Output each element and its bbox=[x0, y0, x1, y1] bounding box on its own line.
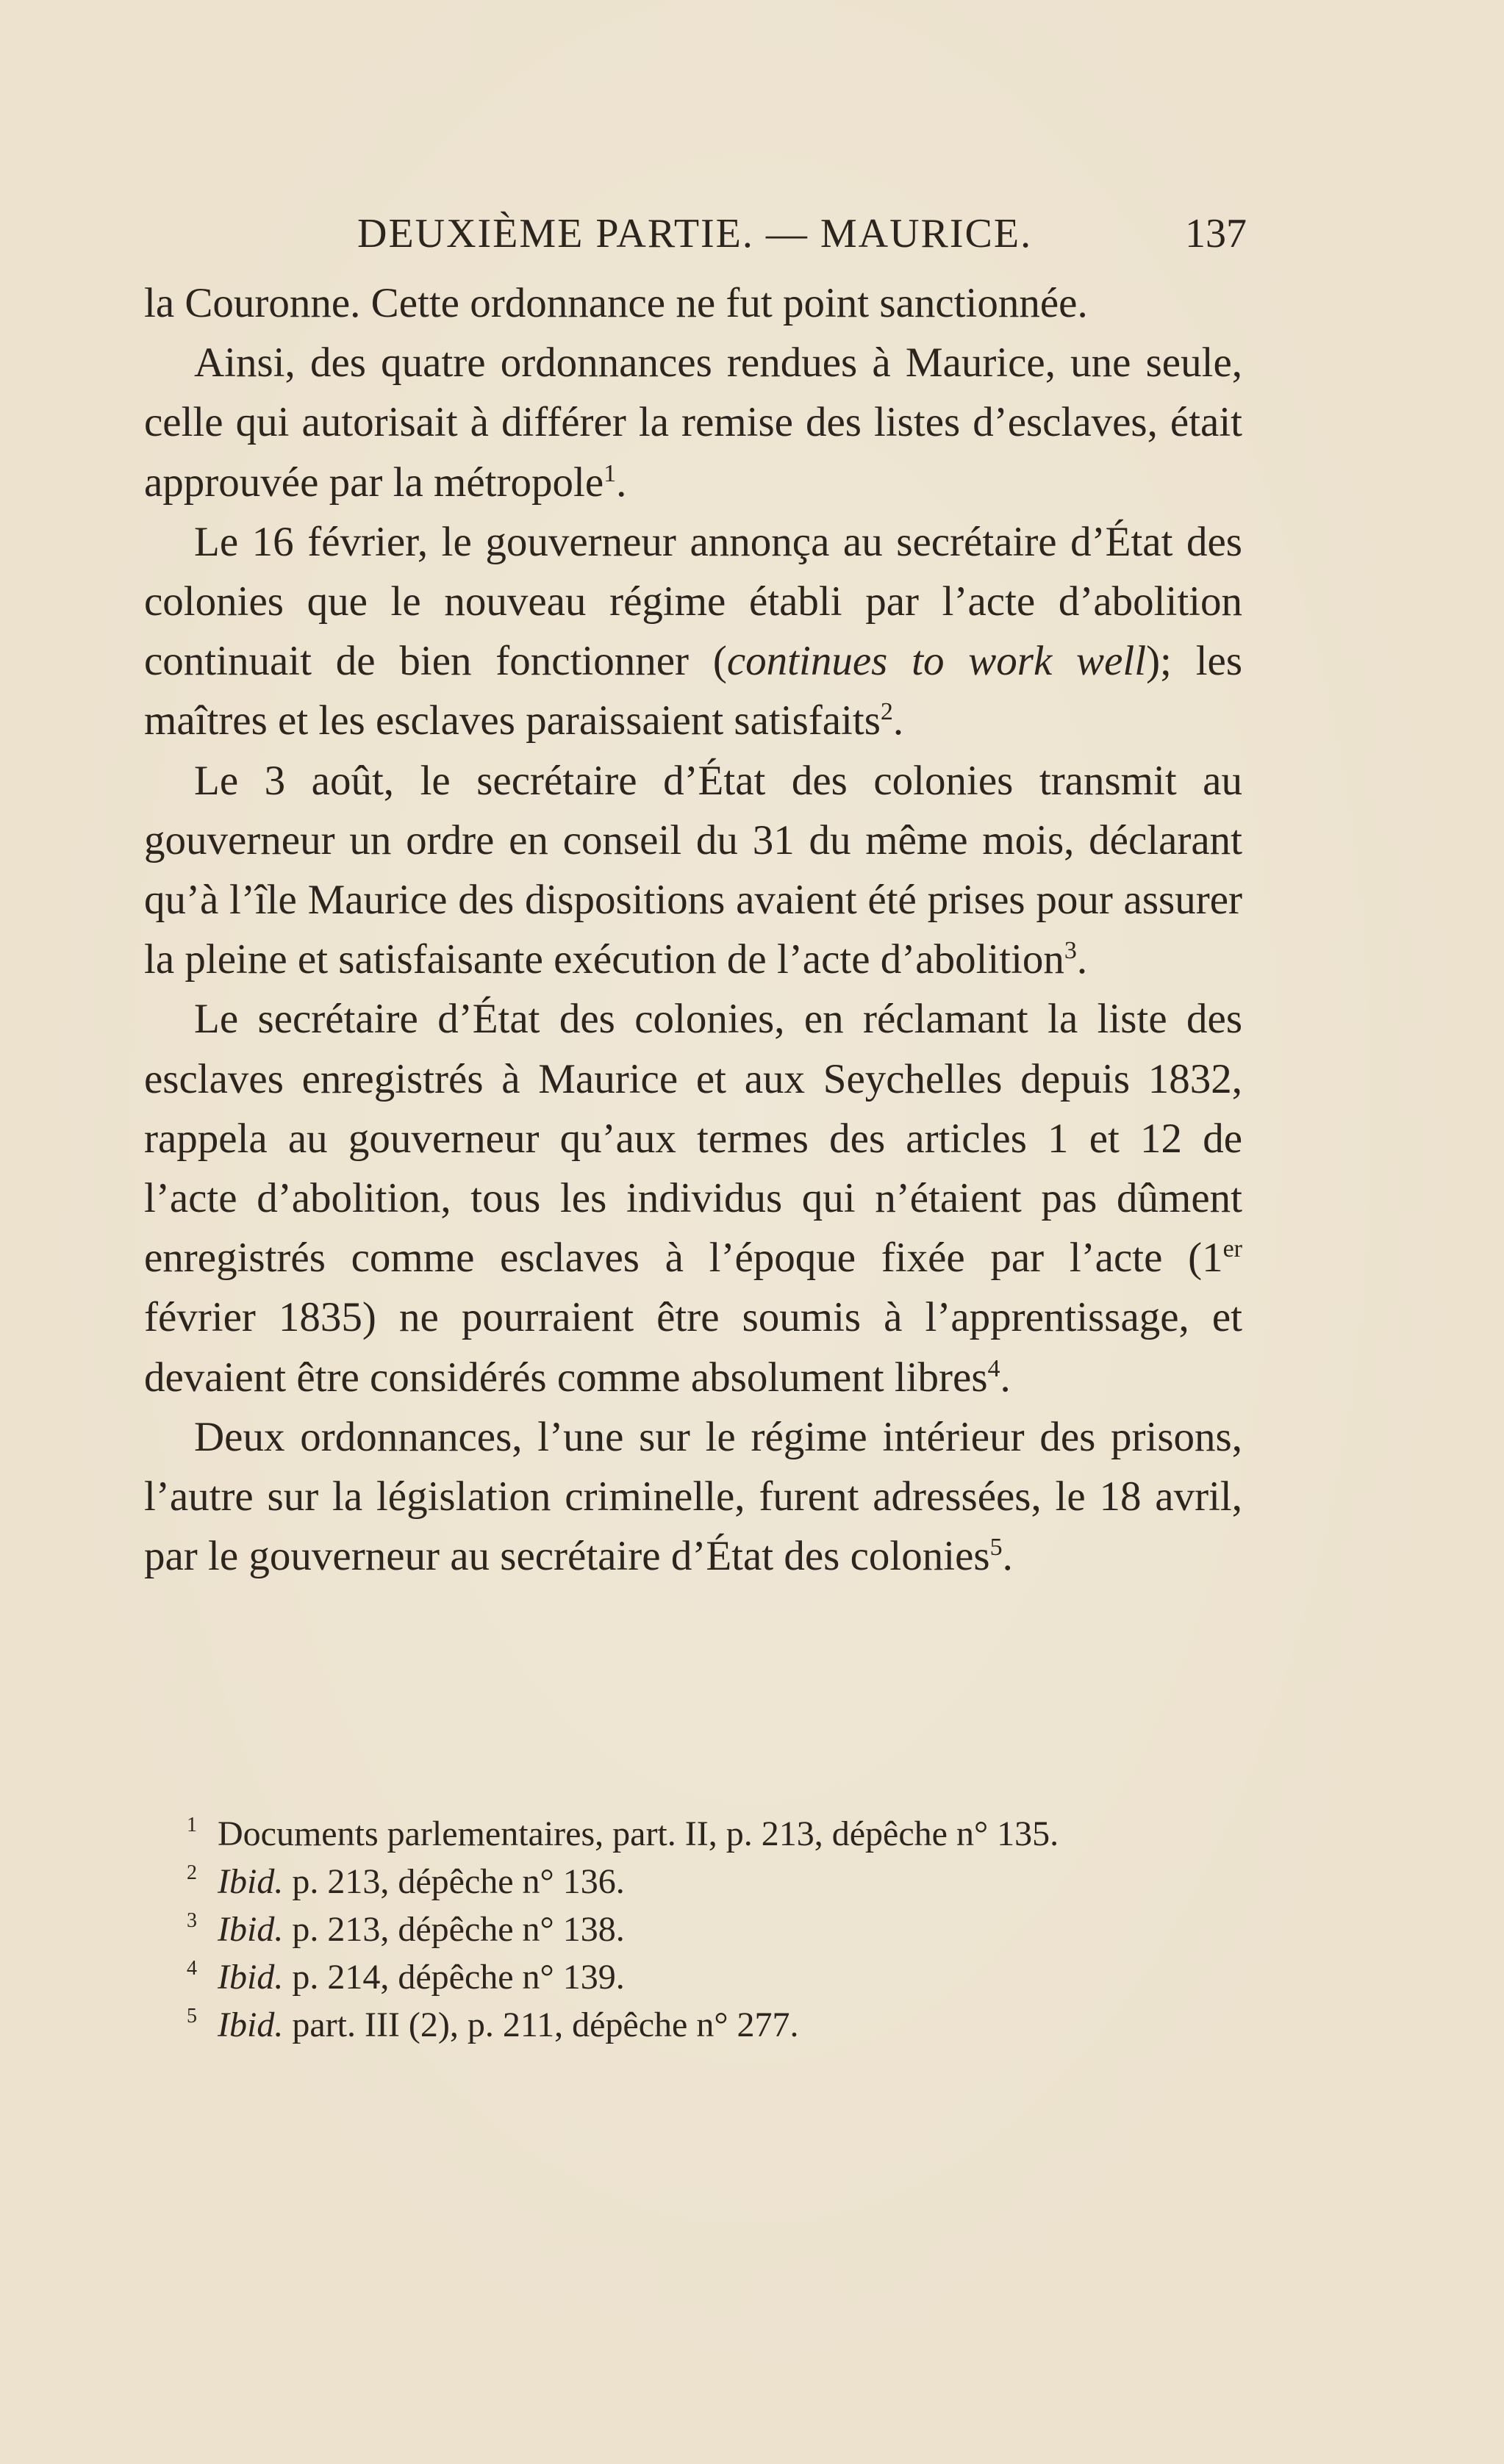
paragraph-continuation bbox=[144, 273, 1242, 333]
paragraph-end: . bbox=[1002, 1533, 1013, 1580]
paragraph-text: Le 3 août, le secrétaire d’État des colonies transmit au gouverneur un ordre en conseil du 31 du même mois, déclarant qu’à l’île Maurice des dispositions avaient été prises pour assurer la pleine et satisfaisante exécution de l’acte d’abolition bbox=[144, 757, 1242, 983]
paragraph-end: . bbox=[1000, 1354, 1011, 1401]
footnote-mark: 4 bbox=[187, 1957, 197, 1980]
paragraph-liste-esclaves bbox=[144, 989, 1242, 1407]
paragraph-text: ); les maîtres et les esclaves paraissaient satisfaits bbox=[144, 638, 1243, 744]
ordinal-suffix: er bbox=[1222, 1235, 1242, 1263]
paragraph-3-aout bbox=[144, 751, 1242, 990]
footnotes bbox=[144, 1810, 1247, 2049]
footnote-ref[interactable]: 5 bbox=[989, 1534, 1003, 1562]
paragraph-text: Deux ordonnances, l’une sur le régime intérieur des prisons, l’autre sur la législation criminelle, furent adressées, le 18 avril, par le gouverneur au secrétaire d’État des colonies bbox=[144, 1413, 1242, 1580]
paragraph-end: . bbox=[1076, 936, 1088, 983]
footnote-mark: 1 bbox=[187, 1814, 197, 1836]
footnote-text: part. III (2), p. 211, dépêche n° 277. bbox=[283, 2005, 799, 2044]
footnote-ref[interactable]: 1 bbox=[604, 459, 617, 487]
footnote-mark: 3 bbox=[187, 1909, 197, 1932]
page-number: 137 bbox=[1185, 211, 1247, 256]
paragraph-end: . bbox=[616, 459, 627, 506]
paragraph-end: . bbox=[892, 697, 904, 744]
paragraph-text: février 1835) ne pourraient être soumis à l’apprentissage, et devaient être considérés comme absolument libres bbox=[144, 1294, 1242, 1401]
footnote bbox=[144, 1906, 1247, 1953]
paragraph-text: Le secrétaire d’État des colonies, en réclamant la liste des esclaves enregistrés à Maurice et aux Seychelles depuis 1832, rappela au gouverneur qu’aux termes des articles 1 et 12 de l’acte d’abolition, tous les individus qui n’étaient pas dûment enregistrés comme esclaves à l’époque fixée par l’acte (1 bbox=[144, 996, 1242, 1282]
footnote-ref[interactable]: 4 bbox=[987, 1354, 1000, 1382]
paragraph-16-fevrier bbox=[144, 512, 1242, 751]
paragraph-text: Le 16 février, le gouverneur annonça au secrétaire d’État des colonies que le nouveau régime établi par l’acte d’abolition continuait de bien fonctionner ( bbox=[144, 518, 1242, 685]
footnote-text: p. 213, dépêche n° 138. bbox=[283, 1910, 625, 1949]
footnote-mark: 2 bbox=[187, 1861, 197, 1884]
footnote-italic: Ibid. bbox=[218, 2005, 284, 2044]
footnote bbox=[144, 1953, 1247, 2001]
paragraph-text: la Couronne. Cette ordonnance ne fut point sanctionnée. bbox=[144, 280, 1088, 326]
footnote bbox=[144, 2001, 1247, 2049]
running-title: DEUXIÈME PARTIE. — MAURICE. bbox=[357, 211, 1033, 256]
paragraph-text: Ainsi, des quatre ordonnances rendues à Maurice, une seule, celle qui autorisait à différer la remise des listes d’esclaves, était approuvée par la métropole bbox=[144, 340, 1242, 506]
footnote-mark: 5 bbox=[187, 2005, 197, 2027]
footnote-text: p. 214, dépêche n° 139. bbox=[283, 1958, 625, 1997]
footnote-italic: Ibid. bbox=[218, 1958, 284, 1997]
footnote-text: p. 213, dépêche n° 136. bbox=[283, 1862, 625, 1901]
footnote bbox=[144, 1858, 1247, 1906]
italic-quote: continues to work well bbox=[726, 638, 1147, 685]
footnote-text: Documents parlementaires, part. II, p. 213, dépêche n° 135. bbox=[218, 1814, 1059, 1853]
footnote-italic: Ibid. bbox=[218, 1862, 284, 1901]
footnote-italic: Ibid. bbox=[218, 1910, 284, 1949]
running-header bbox=[144, 210, 1247, 262]
paragraph-ordonnances bbox=[144, 333, 1242, 512]
body-text bbox=[144, 273, 1242, 1586]
footnote bbox=[144, 1810, 1247, 1858]
footnote-ref[interactable]: 3 bbox=[1064, 937, 1077, 965]
footnote-ref[interactable]: 2 bbox=[880, 698, 893, 726]
paragraph-deux-ordonnances bbox=[144, 1407, 1242, 1587]
